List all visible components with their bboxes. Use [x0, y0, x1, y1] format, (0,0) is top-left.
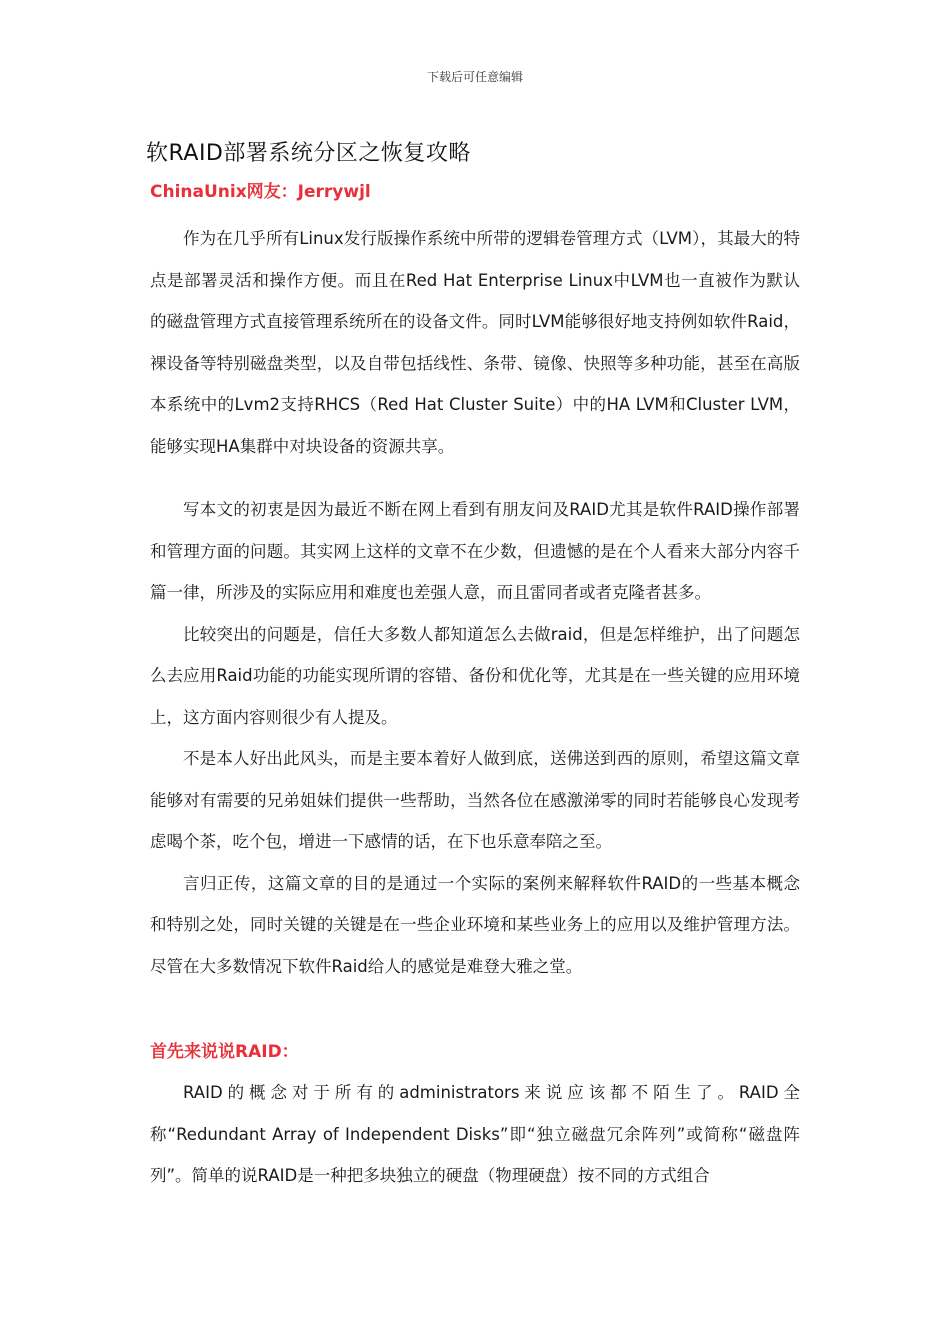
- paragraph-goal: 言归正传，这篇文章的目的是通过一个实际的案例来解释软件RAID的一些基本概念和特别之处，同时关键的关键是在一些企业环境和某些业务上的应用以及维护管理方法。尽管在大多数情况下软件Raid给人的感觉是难登大雅之堂。: [150, 873, 800, 976]
- paragraph-purpose: 不是本人好出此风头，而是主要本着好人做到底，送佛送到西的原则，希望这篇文章能够对有需要的兄弟姐妹们提供一些帮助，当然各位在感激涕零的同时若能够良心发现考虑喝个茶，吃个包，增进一下感情的话，在下也乐意奉陪之至。: [150, 749, 800, 851]
- document-title: 软RAID部署系统分区之恢复攻略: [146, 141, 471, 166]
- section-heading-raid: 首先来说说RAID：: [150, 1042, 299, 1062]
- paragraph-problem: 比较突出的问题是，信任大多数人都知道怎么去做raid，但是怎样维护，出了问题怎么去应用Raid功能的功能实现所谓的容错、备份和优化等，尤其是在一些关键的应用环境上，这方面内容则很少有人提及。: [150, 624, 800, 727]
- page-header-note: 下载后可任意编辑: [426, 70, 523, 84]
- section-body: [150, 1072, 800, 1197]
- paragraph-raid-definition: RAID的概念对于所有的administrators来说应该都不陌生了。RAID全称“Redundant Array of Independent Disks”即“独立磁盘冗余阵列”或简称“磁盘阵列”。简单的说RAID是一种把多块独立的硬盘（物理硬盘）按不同的方式组合: [150, 1083, 800, 1185]
- paragraph-motivation: 写本文的初衷是因为最近不断在网上看到有朋友问及RAID尤其是软件RAID操作部署和管理方面的问题。其实网上这样的文章不在少数，但遗憾的是在个人看来大部分内容千篇一律，所涉及的实际应用和难度也差强人意，而且雷同者或者克隆者甚多。: [150, 500, 800, 602]
- paragraph-intro: 作为在几乎所有Linux发行版操作系统中所带的逻辑卷管理方式（LVM），其最大的特点是部署灵活和操作方便。而且在Red Hat Enterprise Linux中LVM也一直被作为默认的磁盘管理方式直接管理系统所在的设备文件。同时LVM能够很好地支持例如软件Raid，裸设备等特别磁盘类型，以及自带包括线性、条带、镜像、快照等多种功能，甚至在高版本系统中的Lvm2支持RHCS（Red Hat Cluster Suite）中的HA LVM和Cluster LVM，能够实现HA集群中对块设备的资源共享。: [150, 229, 800, 456]
- author-line: ChinaUnix网友：Jerrywjl: [150, 182, 371, 202]
- article-body: [150, 218, 800, 987]
